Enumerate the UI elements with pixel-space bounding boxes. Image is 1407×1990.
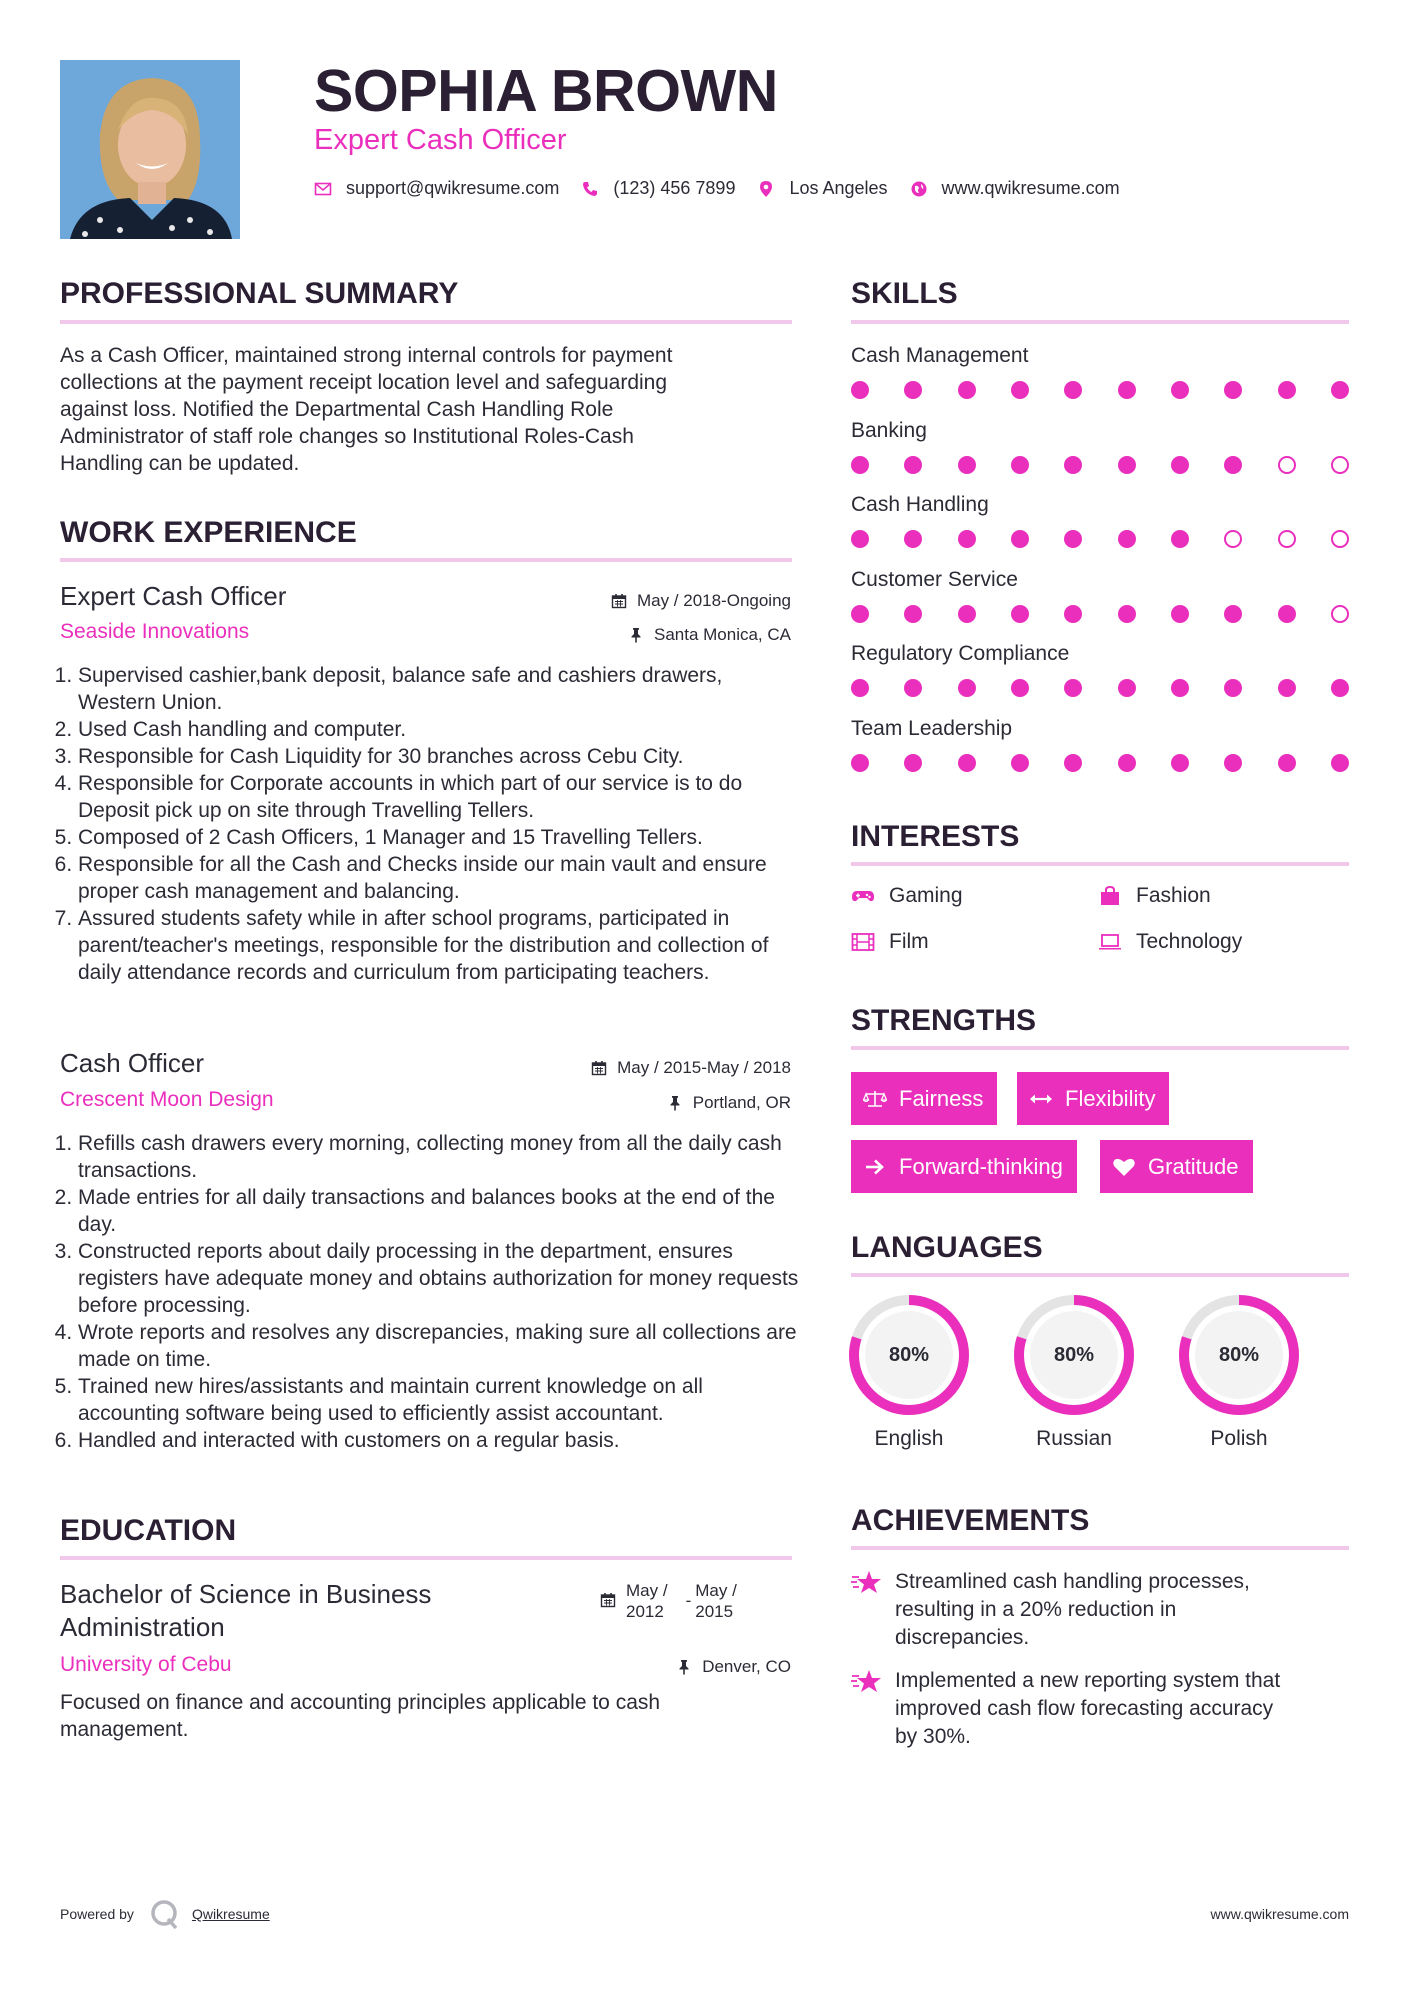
- profile-photo: [60, 60, 240, 239]
- trophy-star-icon: [851, 1568, 883, 1598]
- language-progress-ring: [1177, 1293, 1301, 1417]
- rating-dot-filled: [1224, 381, 1242, 399]
- rating-dot-filled: [851, 605, 869, 623]
- degree-title: [60, 1578, 431, 1644]
- laptop-icon: [1098, 932, 1122, 952]
- achievement-item: [851, 1667, 1351, 1751]
- rating-dot-filled: [1011, 679, 1029, 697]
- degree-line: Administration: [60, 1612, 225, 1642]
- strength-flexibility: [1017, 1072, 1169, 1125]
- rating-dot-filled: [904, 530, 922, 548]
- pushpin-icon: [628, 627, 644, 643]
- strength-label: Gratitude: [1148, 1153, 1239, 1179]
- contact-website[interactable]: [910, 178, 1120, 199]
- rating-dot-filled: [1011, 530, 1029, 548]
- strength-forward-thinking: [851, 1140, 1077, 1193]
- rating-dot-filled: [851, 456, 869, 474]
- education-divider: [60, 1556, 792, 1560]
- interest-technology: [1098, 929, 1242, 955]
- rating-dot-empty: [1278, 456, 1296, 474]
- language-percent: 80%: [1053, 1343, 1095, 1366]
- strength-fairness: [851, 1072, 997, 1125]
- rating-dot-empty: [1331, 530, 1349, 548]
- skill-rating: [851, 455, 1349, 475]
- education-location-text: Denver, CO: [702, 1657, 791, 1676]
- rating-dot-filled: [904, 456, 922, 474]
- job-dates-text: May / 2018-Ongoing: [636, 591, 791, 610]
- interest-label: Film: [889, 930, 929, 953]
- achievement-line: by 30%.: [895, 1725, 971, 1748]
- skill-rating: [851, 604, 1349, 624]
- candidate-title: Expert Cash Officer: [314, 124, 567, 156]
- rating-dot-filled: [1064, 754, 1082, 772]
- language-percent: 80%: [1218, 1343, 1260, 1366]
- contact-bar: [314, 178, 1142, 199]
- skill-name: Cash Handling: [851, 493, 989, 516]
- pushpin-icon: [667, 1095, 683, 1111]
- rating-dot-filled: [1171, 754, 1189, 772]
- list-item: 1. Refills cash drawers every morning, collecting money from all the daily cash transactions.: [78, 1130, 800, 1184]
- education-description: [60, 1689, 800, 1743]
- summary-text: [60, 342, 800, 477]
- education-end-month: May /: [695, 1581, 737, 1600]
- rating-dot-filled: [1011, 605, 1029, 623]
- skill-name: Team Leadership: [851, 716, 1013, 740]
- rating-dot-filled: [1064, 456, 1082, 474]
- rating-dot-filled: [1118, 754, 1136, 772]
- contact-phone[interactable]: [581, 178, 735, 199]
- trophy-star-icon: [851, 1667, 883, 1697]
- footer-website[interactable]: www.qwikresume.com: [1210, 1906, 1349, 1922]
- interest-label: Fashion: [1136, 884, 1211, 907]
- language-name: English: [874, 1427, 944, 1450]
- achievements-heading: ACHIEVEMENTS: [851, 1504, 1090, 1537]
- job-dates-2: [591, 1058, 791, 1078]
- film-icon: [851, 932, 875, 952]
- experience-heading: WORK EXPERIENCE: [60, 516, 357, 549]
- rating-dot-empty: [1331, 456, 1349, 474]
- skills-heading: SKILLS: [851, 277, 958, 310]
- language-item: [1177, 1293, 1301, 1451]
- job-location-text: Santa Monica, CA: [653, 625, 791, 644]
- rating-dot-filled: [1224, 456, 1242, 474]
- rating-dot-filled: [1171, 456, 1189, 474]
- rating-dot-filled: [1331, 679, 1349, 697]
- strengths-divider: [851, 1046, 1349, 1050]
- skill-rating: [851, 380, 1349, 400]
- skill-name: Cash Management: [851, 344, 1029, 367]
- achievement-text: [895, 1568, 1250, 1652]
- rating-dot-filled: [1011, 381, 1029, 399]
- rating-dot-filled: [904, 679, 922, 697]
- rating-dot-filled: [1331, 754, 1349, 772]
- language-progress-ring: [1012, 1293, 1136, 1417]
- rating-dot-filled: [1171, 679, 1189, 697]
- education-dash: -: [685, 1591, 692, 1610]
- education-dates: [600, 1580, 737, 1622]
- interests-heading: INTERESTS: [851, 820, 1020, 853]
- pushpin-icon: [676, 1659, 692, 1675]
- achievement-line: Streamlined cash handling processes,: [895, 1570, 1250, 1593]
- list-item: 5. Composed of 2 Cash Officers, 1 Manager and 15 Travelling Tellers.: [78, 824, 800, 851]
- education-heading: EDUCATION: [60, 1514, 237, 1547]
- rating-dot-filled: [1064, 605, 1082, 623]
- company-1: Seaside Innovations: [60, 620, 250, 643]
- rating-dot-filled: [904, 605, 922, 623]
- skills-divider: [851, 320, 1349, 324]
- rating-dot-filled: [958, 754, 976, 772]
- qwikresume-link[interactable]: Qwikresume: [191, 1906, 270, 1922]
- rating-dot-filled: [1331, 381, 1349, 399]
- strengths-heading: STRENGTHS: [851, 1004, 1037, 1037]
- phone-icon: [581, 180, 599, 198]
- achievements-divider: [851, 1546, 1349, 1550]
- envelope-icon: [314, 180, 332, 198]
- rating-dot-filled: [1118, 381, 1136, 399]
- education-start-month: May /: [626, 1581, 668, 1600]
- achievement-line: improved cash flow forecasting accuracy: [895, 1697, 1274, 1720]
- list-item: 2. Made entries for all daily transactions and balances books at the end of the day.: [78, 1184, 800, 1238]
- list-item: 4. Wrote reports and resolves any discrepancies, making sure all collections are made on time.: [78, 1319, 800, 1373]
- rating-dot-filled: [1011, 456, 1029, 474]
- interest-fashion: [1098, 883, 1211, 909]
- list-item: 3. Responsible for Cash Liquidity for 30 branches across Cebu City.: [78, 743, 800, 770]
- skill-rating: [851, 529, 1349, 549]
- calendar-icon: [591, 1060, 607, 1076]
- job-dates-text: May / 2015-May / 2018: [617, 1058, 791, 1077]
- email-text: support@qwikresume.com: [346, 178, 560, 198]
- rating-dot-filled: [1224, 679, 1242, 697]
- job-location-1: [628, 625, 791, 645]
- language-name: Polish: [1210, 1427, 1268, 1450]
- footer-powered-by: [60, 1897, 270, 1931]
- rating-dot-filled: [904, 381, 922, 399]
- summary-line: Handling can be updated.: [60, 452, 300, 475]
- rating-dot-filled: [904, 754, 922, 772]
- education-start-year: 2012: [626, 1602, 664, 1621]
- skill-name: Banking: [851, 418, 927, 442]
- map-marker-icon: [757, 180, 775, 198]
- education-location: [676, 1657, 791, 1677]
- job-dates-1: [611, 591, 791, 611]
- summary-heading: PROFESSIONAL SUMMARY: [60, 277, 459, 310]
- rating-dot-empty: [1331, 605, 1349, 623]
- summary-line: collections at the payment receipt location level and safeguarding: [60, 371, 668, 394]
- interests-divider: [851, 862, 1349, 866]
- list-item: 2. Used Cash handling and computer.: [78, 716, 800, 743]
- list-item: 6. Responsible for all the Cash and Checks inside our main vault and ensure proper cash management and balancing.: [78, 851, 800, 905]
- achievement-text: [895, 1667, 1280, 1751]
- list-item: 7. Assured students safety while in after school programs, participated in parent/teacher's meetings, responsible for the distribution and collection of daily attendance records and curriculum from participating teachers.: [78, 905, 800, 986]
- school-name: University of Cebu: [60, 1653, 232, 1676]
- rating-dot-filled: [1171, 381, 1189, 399]
- strength-label: Flexibility: [1065, 1085, 1156, 1111]
- skill-rating: [851, 678, 1349, 698]
- balance-scale-icon: [863, 1089, 887, 1109]
- language-item: [1012, 1293, 1136, 1451]
- job-location-text: Portland, OR: [692, 1093, 791, 1112]
- rating-dot-filled: [1278, 381, 1296, 399]
- powered-by-text: Powered by: [60, 1906, 134, 1922]
- list-item: 3. Constructed reports about daily processing in the department, ensures registers have adequate money and obtains authorization for money requests before processing.: [78, 1238, 800, 1319]
- rating-dot-filled: [1224, 754, 1242, 772]
- rating-dot-filled: [1064, 530, 1082, 548]
- language-progress-ring: [847, 1293, 971, 1417]
- rating-dot-empty: [1224, 530, 1242, 548]
- company-2: Crescent Moon Design: [60, 1088, 274, 1111]
- job-bullets-1: [60, 662, 800, 986]
- calendar-icon: [611, 593, 627, 609]
- rating-dot-filled: [1171, 605, 1189, 623]
- interest-film: [851, 929, 929, 955]
- education-end: [695, 1580, 737, 1622]
- rating-dot-filled: [958, 530, 976, 548]
- contact-email[interactable]: [314, 178, 559, 199]
- summary-line: As a Cash Officer, maintained strong internal controls for payment: [60, 344, 673, 367]
- rating-dot-filled: [1171, 530, 1189, 548]
- website-text: www.qwikresume.com: [941, 178, 1120, 198]
- strength-label: Fairness: [899, 1085, 984, 1111]
- education-end-year: 2015: [695, 1602, 734, 1621]
- languages-divider: [851, 1273, 1349, 1277]
- education-description-line: Focused on finance and accounting principles applicable to cash: [60, 1691, 661, 1714]
- education-description-line: management.: [60, 1718, 189, 1741]
- calendar-icon: [600, 1592, 616, 1608]
- gamepad-icon: [851, 886, 875, 906]
- list-item: 4. Responsible for Corporate accounts in which part of our service is to do Deposit pick up on site through Travelling Tellers.: [78, 770, 800, 824]
- rating-dot-filled: [958, 381, 976, 399]
- experience-divider: [60, 558, 792, 562]
- rating-dot-filled: [1064, 679, 1082, 697]
- education-start: [626, 1580, 668, 1622]
- arrows-horizontal-icon: [1029, 1089, 1053, 1109]
- job-title-1: Expert Cash Officer: [60, 581, 287, 611]
- arrow-right-icon: [863, 1157, 887, 1177]
- degree-line: Bachelor of Science in Business: [60, 1579, 432, 1609]
- rating-dot-filled: [958, 456, 976, 474]
- qwikresume-logo-icon: [148, 1897, 182, 1931]
- globe-icon: [910, 180, 928, 198]
- rating-dot-filled: [1118, 530, 1136, 548]
- strength-gratitude: [1100, 1140, 1253, 1193]
- language-percent: 80%: [888, 1343, 930, 1366]
- phone-text: (123) 456 7899: [613, 178, 736, 198]
- interest-gaming: [851, 883, 963, 909]
- rating-dot-filled: [1118, 679, 1136, 697]
- summary-line: against loss. Notified the Departmental Cash Handling Role: [60, 398, 614, 421]
- achievement-line: resulting in a 20% reduction in: [895, 1598, 1177, 1621]
- summary-line: Administrator of staff role changes so Institutional Roles-Cash: [60, 425, 634, 448]
- rating-dot-filled: [851, 381, 869, 399]
- rating-dot-filled: [1064, 381, 1082, 399]
- shopping-bag-icon: [1098, 886, 1122, 906]
- summary-divider: [60, 320, 792, 324]
- rating-dot-filled: [958, 679, 976, 697]
- skill-name: Customer Service: [851, 567, 1018, 591]
- rating-dot-filled: [851, 679, 869, 697]
- languages-heading: LANGUAGES: [851, 1231, 1043, 1264]
- rating-dot-filled: [1278, 605, 1296, 623]
- rating-dot-filled: [1278, 679, 1296, 697]
- achievement-item: [851, 1568, 1351, 1652]
- job-title-2: Cash Officer: [60, 1048, 205, 1078]
- rating-dot-filled: [958, 605, 976, 623]
- rating-dot-filled: [851, 530, 869, 548]
- rating-dot-filled: [1278, 754, 1296, 772]
- achievement-line: Implemented a new reporting system that: [895, 1669, 1281, 1692]
- candidate-name: SOPHIA BROWN: [314, 58, 778, 124]
- rating-dot-filled: [851, 754, 869, 772]
- location-text: Los Angeles: [789, 178, 888, 198]
- achievement-line: discrepancies.: [895, 1626, 1030, 1649]
- job-location-2: [667, 1093, 791, 1113]
- job-bullets-2: [60, 1130, 800, 1454]
- list-item: 5. Trained new hires/assistants and maintain current knowledge on all accounting software being used to efficiently assist accountant.: [78, 1373, 800, 1427]
- rating-dot-filled: [1118, 456, 1136, 474]
- interest-label: Technology: [1136, 930, 1243, 953]
- contact-location: [757, 178, 887, 199]
- strength-label: Forward-thinking: [899, 1153, 1063, 1179]
- rating-dot-filled: [1118, 605, 1136, 623]
- language-item: [847, 1293, 971, 1451]
- heart-icon: [1112, 1157, 1136, 1177]
- list-item: 1. Supervised cashier,bank deposit, balance safe and cashiers drawers, Western Union.: [78, 662, 800, 716]
- language-name: Russian: [1036, 1427, 1112, 1450]
- skill-name: Regulatory Compliance: [851, 642, 1070, 665]
- interest-label: Gaming: [889, 884, 963, 907]
- rating-dot-filled: [1011, 754, 1029, 772]
- list-item: 6. Handled and interacted with customers on a regular basis.: [78, 1427, 800, 1454]
- skill-rating: [851, 753, 1349, 773]
- rating-dot-empty: [1278, 530, 1296, 548]
- rating-dot-filled: [1224, 605, 1242, 623]
